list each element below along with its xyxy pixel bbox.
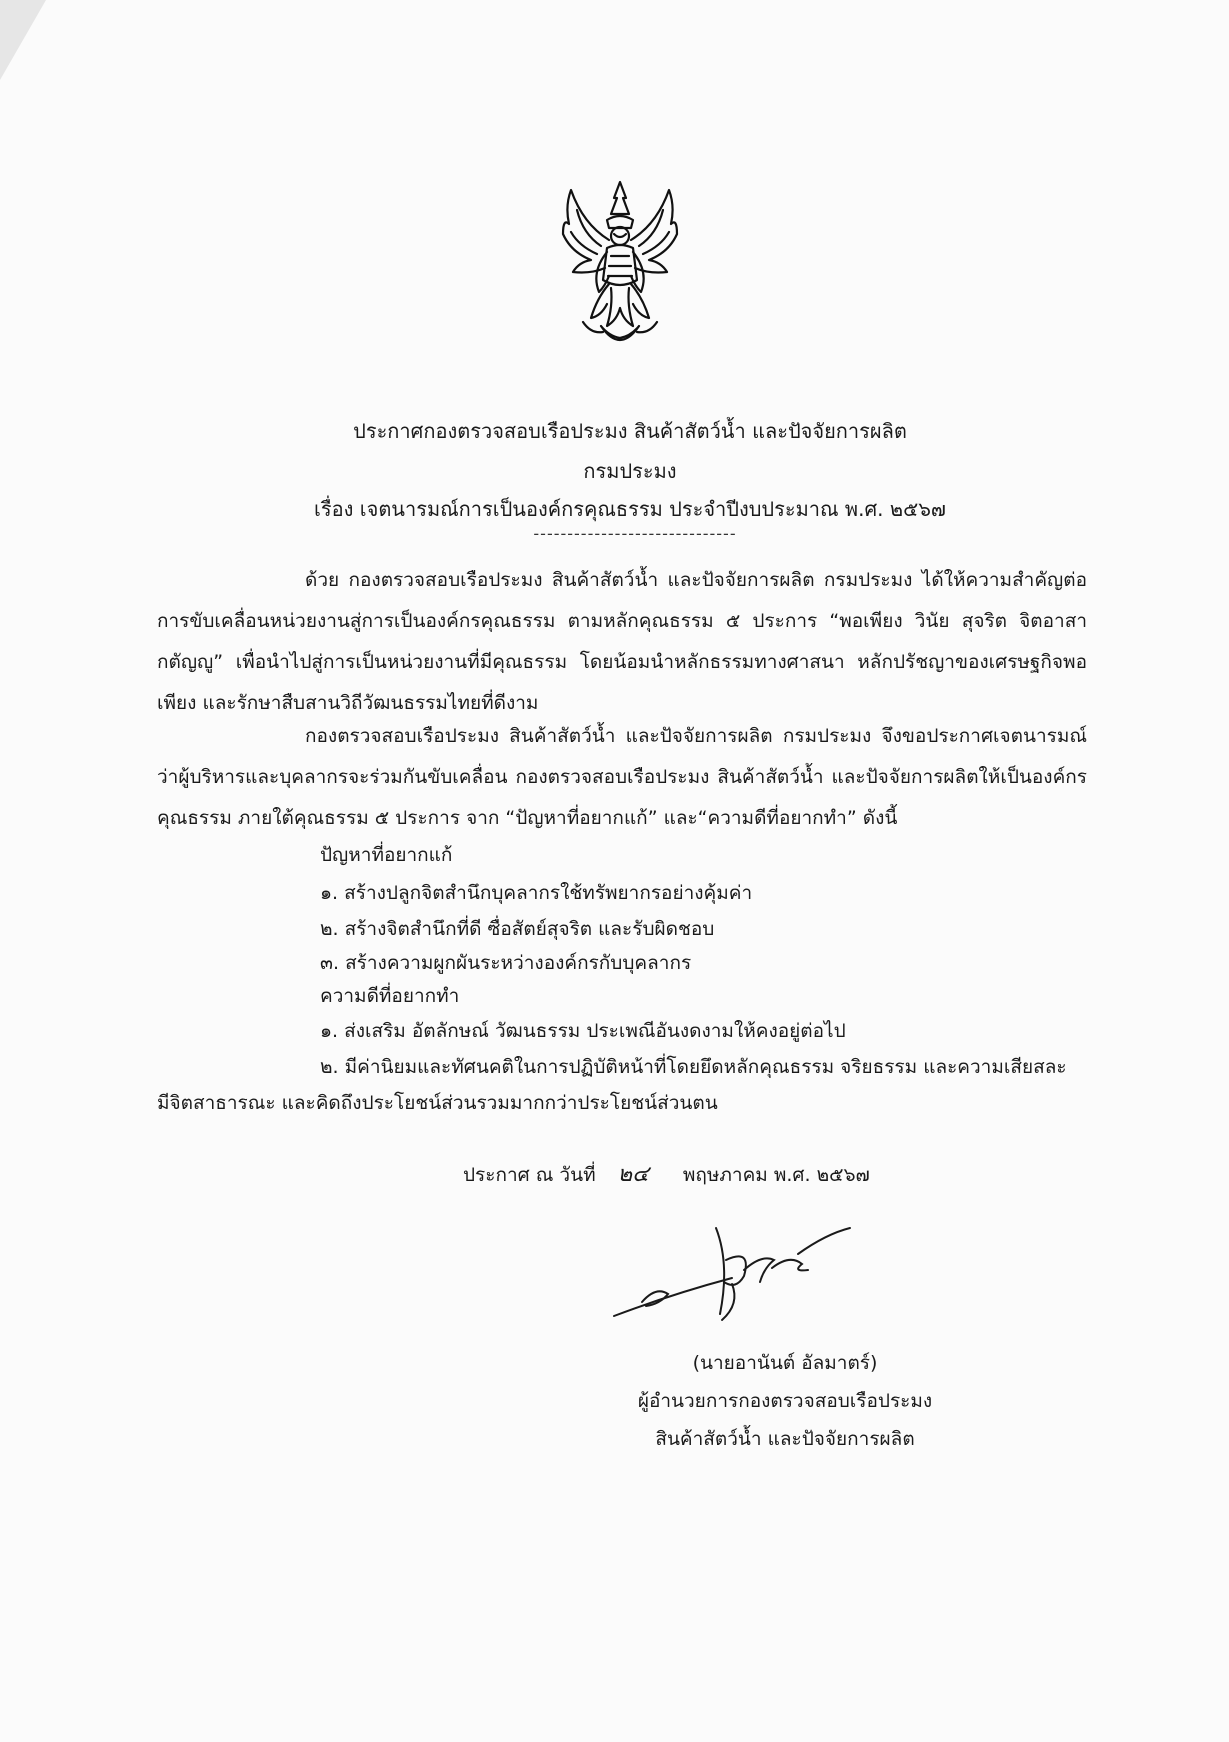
department-name: กรมประมง bbox=[583, 459, 677, 483]
goodness-item-2: ๒. มีค่านิยมและทัศนคติในการปฏิบัติหน้าที่โดยยึดหลักคุณธรรม จริยธรรม และความเสียสละ bbox=[320, 1056, 1067, 1078]
subject-line: เรื่อง เจตนารมณ์การเป็นองค์กรคุณธรรม ประจำปีงบประมาณ พ.ศ. ๒๕๖๗ bbox=[314, 497, 946, 521]
goodness-item-2-continued: มีจิตสาธารณะ และคิดถึงประโยชน์ส่วนรวมมากกว่าประโยชน์ส่วนตน bbox=[157, 1092, 718, 1114]
date-prefix: ประกาศ ณ วันที่ bbox=[463, 1164, 596, 1186]
date-month-year: พฤษภาคม พ.ศ. ๒๕๖๗ bbox=[682, 1164, 870, 1186]
announcement-title: ประกาศกองตรวจสอบเรือประมง สินค้าสัตว์น้ำ และปัจจัยการผลิต bbox=[353, 419, 907, 443]
signatory-position-line-1: ผู้อำนวยการกองตรวจสอบเรือประมง bbox=[637, 1390, 933, 1412]
problem-item-1: ๑. สร้างปลูกจิตสำนึกบุคลากรใช้ทรัพยากรอย่างคุ้มค่า bbox=[320, 882, 753, 904]
intro-paragraph: ด้วย กองตรวจสอบเรือประมง สินค้าสัตว์น้ำ และปัจจัยการผลิต กรมประมง ได้ให้ความสำคัญต่อการขับเคลื่อนหน่วยงานสู่การเป็นองค์กรคุณธรรม ตามหลักคุณธรรม ๕ ประการ “พอเพียง วินัย สุจริต จิตอาสา กตัญญู” เพื่อนำไปสู่การเป็นหน่วยงานที่มีคุณธรรม โดยน้อมนำหลักธรรมทางศาสนา หลักปรัชญาของเศรษฐกิจพอเพียง และรักษาสืบสานวิถีวัฒนธรรมไทยที่ดีงาม bbox=[157, 569, 1087, 714]
header-divider: ------------------------------ bbox=[533, 524, 737, 543]
goodness-item-1: ๑. ส่งเสริม อัตลักษณ์ วัฒนธรรม ประเพณีอันงดงามให้คงอยู่ต่อไป bbox=[320, 1020, 846, 1042]
handwritten-signature bbox=[612, 1224, 852, 1334]
goodness-heading: ความดีที่อยากทำ bbox=[320, 985, 460, 1007]
signatory-position-line-2: สินค้าสัตว์น้ำ และปัจจัยการผลิต bbox=[655, 1428, 915, 1450]
garuda-emblem-icon bbox=[561, 176, 679, 354]
problem-item-2: ๒. สร้างจิตสำนึกที่ดี ซื่อสัตย์สุจริต และรับผิดชอบ bbox=[320, 918, 715, 940]
scan-corner-fold bbox=[0, 0, 46, 80]
signatory-name: (นายอานันต์ อัลมาตร์) bbox=[692, 1352, 878, 1374]
problems-heading: ปัญหาที่อยากแก้ bbox=[320, 844, 453, 866]
handwritten-day: ๒๔ bbox=[617, 1162, 649, 1187]
problem-item-3: ๓. สร้างความผูกผันระหว่างองค์กรกับบุคลากร bbox=[320, 952, 692, 974]
announcement-date bbox=[463, 1158, 870, 1192]
declaration-paragraph: กองตรวจสอบเรือประมง สินค้าสัตว์น้ำ และปัจจัยการผลิต กรมประมง จึงขอประกาศเจตนารมณ์ว่าผู้บริหารและบุคลากรจะร่วมกันขับเคลื่อน กองตรวจสอบเรือประมง สินค้าสัตว์น้ำ และปัจจัยการผลิตให้เป็นองค์กรคุณธรรม ภายใต้คุณธรรม ๕ ประการ จาก “ปัญหาที่อยากแก้” และ“ความดีที่อยากทำ” ดังนี้ bbox=[157, 725, 1087, 829]
